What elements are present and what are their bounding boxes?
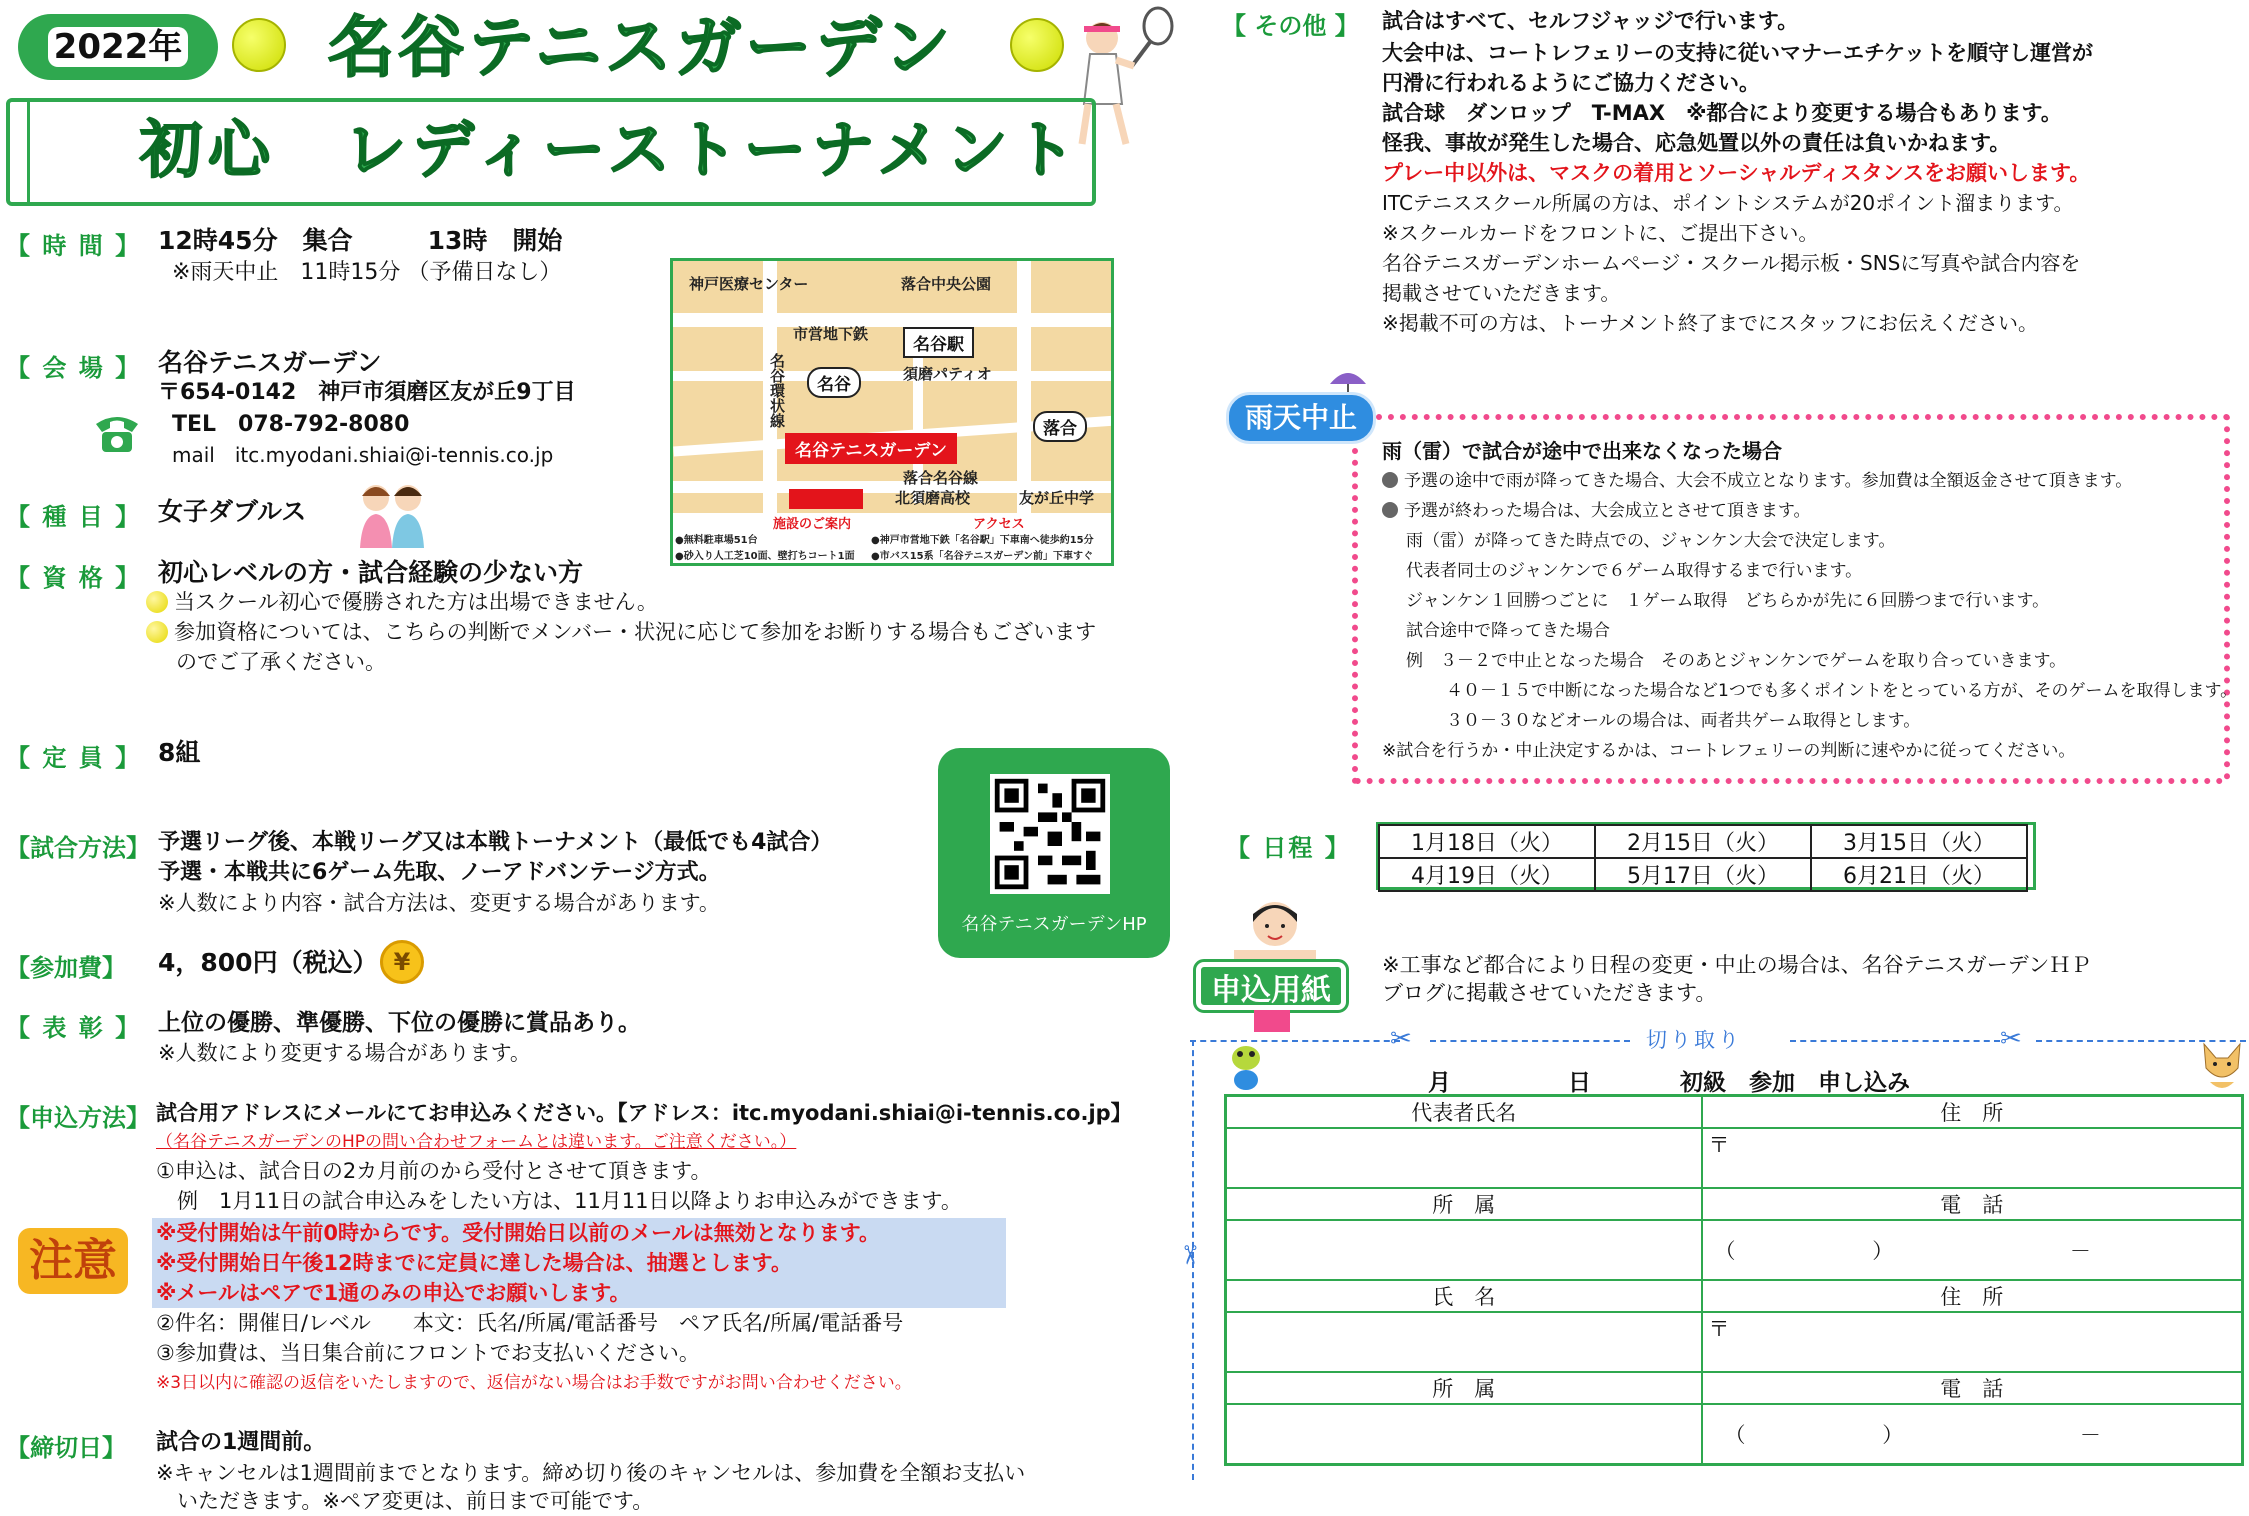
access-map: [670, 258, 1114, 566]
rain-line: 雨（雷）が降ってきた時点での、ジャンケン大会で決定します。: [1406, 531, 1896, 551]
award-line2: ※人数により変更する場合があります。: [158, 1041, 531, 1065]
tennis-ball-icon: [1010, 18, 1064, 72]
other-line: 円滑に行われるようにご協力ください。: [1382, 71, 1760, 95]
main-title: 名谷テニスガーデン: [328, 9, 955, 86]
form-phone-header: 電 話: [1702, 1188, 2243, 1220]
tennis-ball-icon: [232, 18, 286, 72]
form-name-field[interactable]: [1226, 1312, 1702, 1372]
qualification-note2: 参加資格については、こちらの判断でメンバー・状況に応じて参加をお断りする場合もございます: [146, 617, 1096, 647]
fox-mascot-icon: [2200, 1042, 2244, 1094]
other-line: ※掲載不可の方は、トーナメント終了までにスタッフにお伝えください。: [1382, 311, 2038, 335]
schedule-note2: ブログに掲載させていただきます。: [1382, 981, 1717, 1005]
form-rep-name-header: 代表者氏名: [1226, 1096, 1702, 1129]
award-line1: 上位の優勝、準優勝、下位の優勝に賞品あり。: [158, 1010, 641, 1036]
map-label-park: 落合中央公園: [901, 275, 992, 293]
time-line2: ※雨天中止 11時15分 （予備日なし）: [172, 260, 562, 285]
apply-line1: 試合用アドレスにメールにてお申込みください。【アドレス：itc.myodani.shiai@i-tennis.co.jp】: [156, 1101, 1132, 1125]
apply-notice2: ※受付開始日午後12時までに定員に達した場合は、抽選とします。: [156, 1251, 792, 1275]
qualification-value: 初心レベルの方・試合経験の少ない方: [158, 558, 584, 587]
rain-line: 試合途中で降ってきた場合: [1406, 621, 1610, 641]
method-label: 【試合方法】: [6, 834, 150, 862]
venue-address: 〒654-0142 神戸市須磨区友が丘9丁目: [158, 380, 576, 405]
form-affiliation2-field[interactable]: [1226, 1404, 1702, 1464]
qualification-label: 【 資 格 】: [6, 564, 142, 592]
form-postal-mark: 〒: [1708, 1133, 1730, 1157]
map-garden-marker: [789, 489, 863, 509]
fee-value: 4，800円（税込）: [158, 948, 378, 977]
schedule-note1: ※工事など都合により日程の変更・中止の場合は、名谷テニスガーデンＨＰ: [1382, 953, 2092, 977]
other-line: 試合はすべて、セルフジャッジで行います。: [1382, 9, 1799, 33]
time-label: 【 時 間 】: [6, 232, 142, 260]
form-rep-name-field[interactable]: [1226, 1128, 1702, 1188]
map-label-ring: 名谷環状線: [768, 353, 786, 428]
other-line: 怪我、事故が発生した場合、応急処置以外の責任は負いかねます。: [1382, 131, 2011, 155]
apply-line6: ③参加費は、当日集合前にフロントでお支払いください。: [156, 1341, 700, 1365]
cut-line-top-mid: [1430, 1040, 1630, 1042]
form-heading-title: 初級 参加 申し込み: [1680, 1070, 1910, 1096]
rain-line: ※試合を行うか・中止決定するかは、コートレフェリーの判断に速やかに従ってください。: [1382, 741, 2076, 761]
yen-coin-icon: ¥: [380, 940, 424, 984]
event-value: 女子ダブルス: [158, 497, 307, 526]
rain-line: ３０－３０などオールの場合は、両者共ゲーム取得とします。: [1446, 711, 1921, 731]
capacity-value: 8組: [158, 738, 201, 767]
apply-notice1: ※受付開始は午前0時からです。受付開始日以前のメールは無効となります。: [156, 1221, 881, 1245]
application-form-tag: 申込用紙: [1196, 962, 1346, 1010]
rain-box-top-border: [1376, 414, 2230, 420]
lizard-mascot-icon: [1226, 1042, 1266, 1092]
map-access2: ●市バス15系「名谷テニスガーデン前」下車すぐ: [871, 551, 1094, 562]
event-label: 【 種 目 】: [6, 503, 142, 531]
map-access-title: アクセス: [973, 517, 1025, 532]
tournament-subtitle: 初心 レディーストーナメント: [140, 113, 1082, 186]
venue-name: 名谷テニスガーデン: [158, 348, 382, 377]
award-label: 【 表 彰 】: [6, 1014, 142, 1042]
qr-code-icon[interactable]: [990, 774, 1110, 894]
schedule-date: 1月18日（火）: [1379, 825, 1595, 858]
map-label-patio: 須磨パティオ: [903, 365, 992, 383]
scissors-icon[interactable]: ✂: [1390, 1024, 1412, 1054]
apply-line4: 例 1月11日の試合申込みをしたい方は、11月11日以降よりお申込みができます。: [156, 1189, 962, 1213]
other-line: 掲載させていただきます。: [1382, 281, 1621, 305]
telephone-icon: [92, 410, 142, 456]
other-line: ITCテニススクール所属の方は、ポイントシステムが20ポイント溜まります。: [1382, 191, 2074, 215]
map-label-school1: 北須磨高校: [895, 489, 971, 507]
qualification-note1: 当スクール初心で優勝された方は出場できません。: [146, 587, 658, 617]
rain-line: 例 ３－２で中止となった場合 そのあとジャンケンでゲームを取り合っていきます。: [1406, 651, 2067, 671]
microphone-icon: [1382, 502, 1398, 518]
schedule-date: 6月21日（火）: [1811, 858, 2027, 891]
form-address-field[interactable]: [1702, 1128, 2243, 1188]
cut-line-top-left: [1190, 1040, 1400, 1042]
form-affiliation2-header: 所 属: [1226, 1372, 1702, 1404]
method-line3: ※人数により内容・試合方法は、変更する場合があります。: [158, 891, 720, 915]
other-line: 名谷テニスガーデンホームページ・スクール掲示板・SNSに写真や試合内容を: [1382, 251, 2081, 275]
cut-line-top-right: [1790, 1040, 2000, 1042]
qr-panel[interactable]: [938, 748, 1170, 958]
rain-line: 予選が終わった場合は、大会成立とさせて頂きます。: [1382, 496, 1810, 526]
rain-title: 雨（雷）で試合が途中で出来なくなった場合: [1382, 439, 1782, 463]
sign-stand: [1254, 1010, 1290, 1032]
banner-scroll-left: [10, 100, 30, 204]
map-label-line: 落合名谷線: [903, 469, 979, 487]
other-label: 【 その他 】: [1222, 12, 1359, 40]
apply-line7: ※3日以内に確認の返信をいたしますので、返信がない場合はお手数ですがお問い合わせください。: [156, 1373, 912, 1393]
form-phone-open: （: [1724, 1422, 1746, 1447]
fee-label: 【参加費】: [6, 954, 126, 982]
schedule-date: 4月19日（火）: [1379, 858, 1595, 891]
scissors-icon[interactable]: ✂: [2000, 1024, 2022, 1054]
method-line1: 予選リーグ後、本戦リーグ又は本戦トーナメント（最低でも4試合）: [158, 830, 833, 855]
form-address2-header: 住 所: [1702, 1280, 2243, 1312]
form-address2-field[interactable]: [1702, 1312, 2243, 1372]
application-form: [1224, 1094, 2244, 1466]
form-phone-close: ）: [1872, 1239, 1894, 1263]
map-label-myodani: 名谷: [807, 367, 861, 398]
girl-holding-sign-icon: [1220, 896, 1330, 966]
map-facility2: ●砂入り人工芝10面、壁打ちコート1面: [675, 551, 855, 562]
venue-tel: TEL 078-792-8080: [172, 412, 410, 437]
deadline-line1: 試合の1週間前。: [156, 1430, 326, 1455]
map-label-school2: 友が丘中学: [1019, 489, 1095, 507]
form-name-header: 氏 名: [1226, 1280, 1702, 1312]
year-text: 2022年: [48, 27, 189, 67]
rain-cancel-badge: 雨天中止: [1226, 392, 1376, 444]
form-heading-month: 月: [1428, 1070, 1451, 1096]
deadline-label: 【締切日】: [6, 1434, 126, 1462]
ball-bullet-icon: [146, 621, 168, 643]
women-pair-icon: [352, 478, 432, 548]
qr-caption: 名谷テニスガーデンHP: [961, 914, 1147, 935]
map-label-station: 名谷駅: [903, 327, 974, 358]
map-label-subway: 市営地下鉄: [793, 325, 869, 343]
other-red-line: プレー中以外は、マスクの着用とソーシャルディスタンスをお願いします。: [1382, 161, 2091, 185]
cut-label: 切り取り: [1646, 1028, 1742, 1052]
capacity-label: 【 定 員 】: [6, 744, 142, 772]
form-phone-close: ）: [1882, 1422, 1904, 1447]
form-affiliation-field[interactable]: [1226, 1220, 1702, 1280]
deadline-line2: ※キャンセルは1週間前までとなります。締め切り後のキャンセルは、参加費を全額お支払い: [156, 1461, 1026, 1485]
other-line: ※スクールカードをフロントに、ご提出下さい。: [1382, 221, 1819, 245]
form-postal-mark: 〒: [1708, 1317, 1730, 1341]
map-label-ochiai: 落合: [1033, 411, 1087, 442]
form-affiliation-header: 所 属: [1226, 1188, 1702, 1220]
form-phone-open: （: [1714, 1239, 1736, 1263]
year-badge: [18, 14, 218, 80]
schedule-date: 5月17日（火）: [1595, 858, 1811, 891]
map-label-hospital: 神戸医療センター: [689, 275, 809, 293]
microphone-icon: [1382, 472, 1398, 488]
venue-mail: mail itc.myodani.shiai@i-tennis.co.jp: [172, 443, 554, 467]
apply-line2: （名谷テニスガーデンのHPの問い合わせフォームとは違います。ご注意ください。）: [156, 1132, 797, 1152]
form-phone-field[interactable]: [1702, 1220, 2243, 1280]
form-heading-day: 日: [1568, 1070, 1591, 1096]
other-line: 大会中は、コートレフェリーの支持に従いマナーエチケットを順守し運営が: [1382, 41, 2094, 65]
form-phone-dash: －: [2079, 1422, 2101, 1447]
rain-line: ジャンケン１回勝つごとに １ゲーム取得 どちらかが先に６回勝つまで行います。: [1406, 591, 2050, 611]
time-line1: 12時45分 集合 13時 開始: [158, 226, 563, 255]
schedule-date: 3月15日（火）: [1811, 825, 2027, 858]
method-line2: 予選・本戦共に6ゲーム先取、ノーアドバンテージ方式。: [158, 860, 721, 885]
venue-label: 【 会 場 】: [6, 354, 142, 382]
scissors-icon[interactable]: ✂: [1173, 1244, 1204, 1266]
apply-line5: ②件名：開催日/レベル 本文：氏名/所属/電話番号 ペア氏名/所属/電話番号: [156, 1311, 904, 1335]
schedule-date: 2月15日（火）: [1595, 825, 1811, 858]
rain-box-left-border: [1352, 448, 1358, 784]
map-facility-title: 施設のご案内: [773, 517, 852, 532]
form-address-header: 住 所: [1702, 1096, 2243, 1129]
rain-line: 代表者同士のジャンケンで６ゲーム取得するまで行います。: [1406, 561, 1863, 581]
map-facility1: ●無料駐車場51台: [675, 535, 758, 546]
form-phone2-field[interactable]: [1702, 1404, 2243, 1464]
schedule-table: [1378, 824, 2028, 892]
deadline-line3: いただきます。※ペア変更は、前日まで可能です。: [156, 1489, 654, 1513]
qualification-note3: のでご了承ください。: [176, 650, 386, 674]
apply-label: 【申込方法】: [6, 1104, 150, 1132]
rain-line: ４０－１５で中断になった場合など1つでも多くポイントをとっている方が、そのゲームを取得します。: [1446, 681, 2238, 701]
other-line: 試合球 ダンロップ T-MAX ※都合により変更する場合もあります。: [1382, 101, 2062, 125]
schedule-label: 【 日程 】: [1226, 834, 1351, 862]
caution-badge: 注意: [18, 1228, 128, 1294]
apply-notice3: ※メールはペアで1通のみの申込でお願いします。: [156, 1281, 631, 1305]
map-access1: ●神戸市営地下鉄「名谷駅」下車南へ徒歩約15分: [871, 535, 1094, 546]
form-phone2-header: 電 話: [1702, 1372, 2243, 1404]
apply-line3: ①申込は、試合日の2カ月前のから受付とさせて頂きます。: [156, 1159, 712, 1183]
ball-bullet-icon: [146, 591, 168, 613]
form-phone-dash: －: [2069, 1239, 2091, 1263]
rain-line: 予選の途中で雨が降ってきた場合、大会不成立となります。参加費は全額返金させて頂きます。: [1382, 466, 2132, 496]
map-label-garden: 名谷テニスガーデン: [785, 433, 957, 464]
